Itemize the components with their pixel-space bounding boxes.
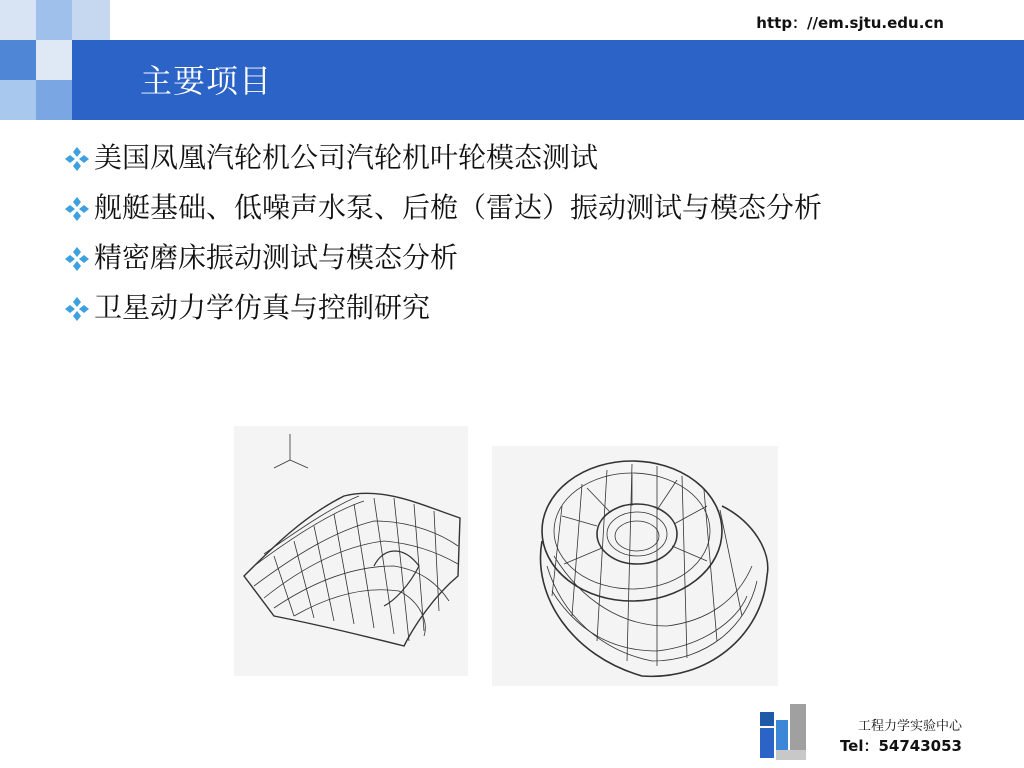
diamond-bullet-icon [60,240,94,276]
decor-square [72,0,110,40]
decor-square [36,40,72,80]
bullet-item [60,190,960,226]
impeller-wheel-mesh-figure [492,446,778,686]
bullet-item [60,290,960,326]
decor-square [0,80,36,120]
bullet-text: 卫星动力学仿真与控制研究 [94,291,431,324]
turbine-blade-mesh-figure [234,426,468,676]
decor-square [0,40,36,80]
bullet-item [60,140,960,176]
bullet-text: 舰艇基础、低噪声水泵、后桅（雷达）振动测试与模态分析 [94,191,823,224]
bullet-list [60,140,960,340]
diamond-bullet-icon [60,290,94,326]
bullet-text: 精密磨床振动测试与模态分析 [94,241,459,274]
diamond-bullet-icon [60,190,94,226]
impeller-wheel-mesh-icon [492,446,778,686]
bullet-text: 美国凤凰汽轮机公司汽轮机叶轮模态测试 [94,141,599,174]
building-blocks-icon [760,704,810,762]
header-url: http：//em.sjtu.edu.cn [756,14,944,32]
decor-square [36,0,72,40]
decor-square [0,0,36,40]
decor-square [36,80,72,120]
footer-telephone: Tel：54743053 [839,737,962,755]
institution-logo [760,704,810,762]
bullet-item [60,240,960,276]
diamond-bullet-icon [60,140,94,176]
turbine-blade-mesh-icon [234,426,468,676]
page-title: 主要项目 [140,62,273,100]
title-bar-extension [72,40,110,120]
footer-center-name: 工程力学实验中心 [857,719,962,734]
